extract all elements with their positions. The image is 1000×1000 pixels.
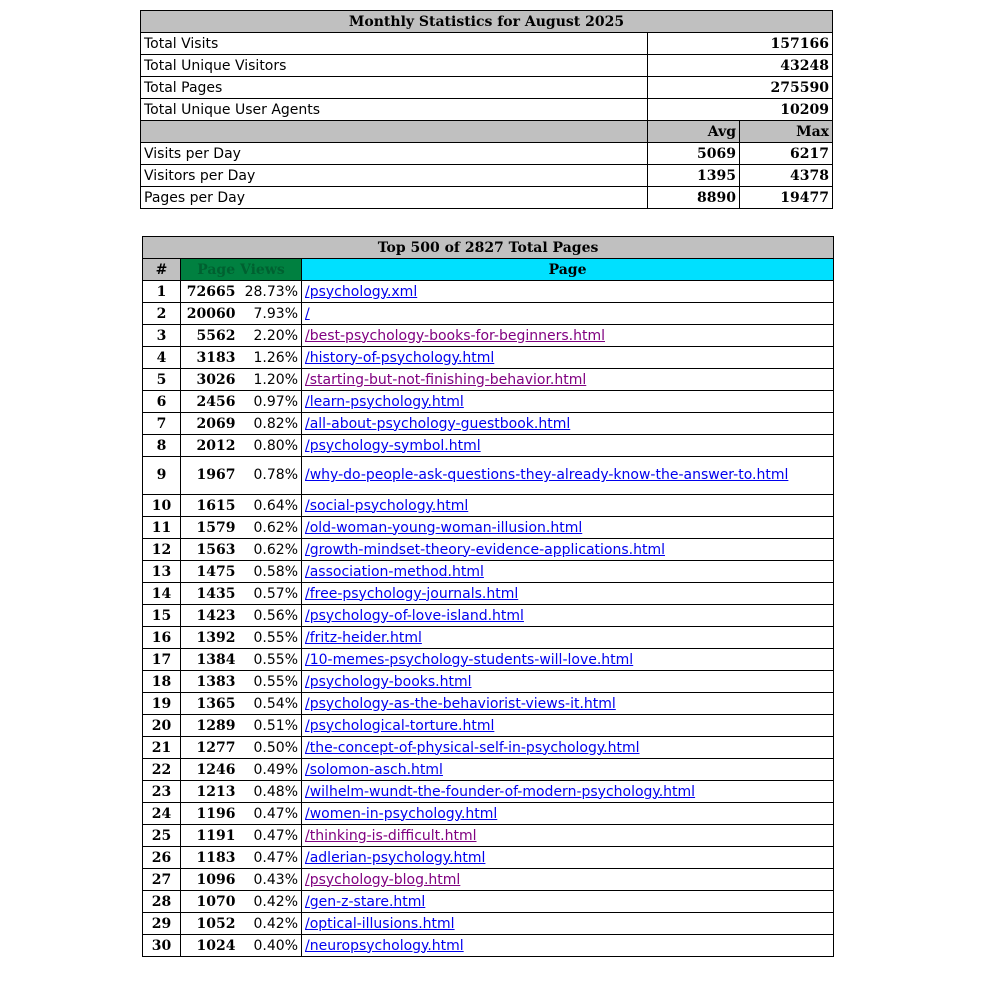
page-link[interactable]: /learn-psychology.html: [305, 393, 464, 410]
stat-label: Total Unique User Agents: [141, 99, 648, 121]
page-cell: [302, 825, 834, 847]
page-views-percent-cell: 7.93%: [239, 303, 302, 325]
page-link[interactable]: /psychology-books.html: [305, 673, 472, 690]
rank-cell: 25: [143, 825, 181, 847]
rank-cell: 1: [143, 281, 181, 303]
page-views-percent-cell: 0.55%: [239, 627, 302, 649]
page-views-percent-cell: 0.42%: [239, 891, 302, 913]
page-views-cell: 72665: [181, 281, 239, 303]
page-views-cell: 1563: [181, 539, 239, 561]
page-column-header: Page: [302, 259, 834, 281]
page-views-percent-cell: 0.40%: [239, 935, 302, 957]
page-cell: [302, 891, 834, 913]
page-link[interactable]: /association-method.html: [305, 563, 484, 580]
page-link[interactable]: /fritz-heider.html: [305, 629, 422, 646]
per-day-avg: 1395: [648, 165, 740, 187]
page-views-cell: 1024: [181, 935, 239, 957]
table-row: [143, 495, 834, 517]
page-views-percent-cell: 0.47%: [239, 803, 302, 825]
page-link[interactable]: /psychology-blog.html: [305, 871, 461, 888]
rank-cell: 18: [143, 671, 181, 693]
page-views-cell: 1475: [181, 561, 239, 583]
page-views-cell: 1579: [181, 517, 239, 539]
page-cell: [302, 369, 834, 391]
page-views-cell: 3026: [181, 369, 239, 391]
page-link[interactable]: /old-woman-young-woman-illusion.html: [305, 519, 583, 536]
total-unique-user-agents-row: [141, 99, 833, 121]
pages-per-day-row: [141, 187, 833, 209]
rank-cell: 17: [143, 649, 181, 671]
page-views-percent-cell: 0.43%: [239, 869, 302, 891]
page-views-cell: 1392: [181, 627, 239, 649]
page-views-cell: 1967: [181, 457, 239, 495]
rank-cell: 15: [143, 605, 181, 627]
rank-cell: 16: [143, 627, 181, 649]
per-day-max: 6217: [740, 143, 833, 165]
page-link[interactable]: /all-about-psychology-guestbook.html: [305, 415, 571, 432]
table-row: [143, 347, 834, 369]
page-views-cell: 1052: [181, 913, 239, 935]
page-link[interactable]: /psychology-as-the-behaviorist-views-it.html: [305, 695, 616, 712]
rank-cell: 26: [143, 847, 181, 869]
page-views-percent-cell: 0.47%: [239, 825, 302, 847]
table-row: [143, 605, 834, 627]
page-link[interactable]: /social-psychology.html: [305, 497, 469, 514]
per-day-max: 19477: [740, 187, 833, 209]
page-cell: [302, 627, 834, 649]
rank-cell: 20: [143, 715, 181, 737]
page-link[interactable]: /history-of-psychology.html: [305, 349, 495, 366]
page-views-percent-cell: 0.97%: [239, 391, 302, 413]
table-row: [143, 693, 834, 715]
table-row: [143, 325, 834, 347]
page-link[interactable]: /women-in-psychology.html: [305, 805, 498, 822]
page-views-percent-cell: 0.78%: [239, 457, 302, 495]
page-views-percent-cell: 0.62%: [239, 539, 302, 561]
stat-label: Total Pages: [141, 77, 648, 99]
table-row: [143, 413, 834, 435]
table-row: [143, 891, 834, 913]
rank-cell: 11: [143, 517, 181, 539]
table-row: [143, 391, 834, 413]
page-cell: [302, 935, 834, 957]
rank-cell: 23: [143, 781, 181, 803]
rank-cell: 12: [143, 539, 181, 561]
rank-cell: 10: [143, 495, 181, 517]
page-views-percent-cell: 0.54%: [239, 693, 302, 715]
page-link[interactable]: /psychology-symbol.html: [305, 437, 481, 454]
page-cell: [302, 913, 834, 935]
page-views-cell: 1246: [181, 759, 239, 781]
page-link[interactable]: /solomon-asch.html: [305, 761, 443, 778]
stat-value: 43248: [648, 55, 833, 77]
page-link[interactable]: /optical-illusions.html: [305, 915, 455, 932]
table-row: [143, 825, 834, 847]
total-unique-visitors-row: [141, 55, 833, 77]
rank-cell: 19: [143, 693, 181, 715]
page-views-percent-cell: 0.55%: [239, 671, 302, 693]
table-row: [143, 303, 834, 325]
page-views-percent-cell: 0.48%: [239, 781, 302, 803]
table-row: [143, 737, 834, 759]
rank-cell: 14: [143, 583, 181, 605]
page-link[interactable]: /why-do-people-ask-questions-they-already-know-the-answer-to.html: [305, 467, 789, 483]
page-link[interactable]: /thinking-is-difficult.html: [305, 827, 477, 844]
page-cell: [302, 413, 834, 435]
rank-cell: 21: [143, 737, 181, 759]
page-cell: [302, 605, 834, 627]
page-link[interactable]: /wilhelm-wundt-the-founder-of-modern-psychology.html: [305, 783, 696, 800]
monthly-statistics-table: [140, 10, 833, 209]
page-views-cell: 3183: [181, 347, 239, 369]
page-views-cell: 2069: [181, 413, 239, 435]
rank-cell: 24: [143, 803, 181, 825]
page-link[interactable]: /psychology.xml: [305, 283, 418, 300]
page-views-percent-cell: 28.73%: [239, 281, 302, 303]
rank-cell: 7: [143, 413, 181, 435]
page-cell: [302, 803, 834, 825]
page-views-percent-cell: 0.50%: [239, 737, 302, 759]
table-row: [143, 759, 834, 781]
page-cell: [302, 781, 834, 803]
top-pages-title: Top 500 of 2827 Total Pages: [143, 237, 834, 259]
page-views-percent-cell: 0.58%: [239, 561, 302, 583]
per-day-avg: 8890: [648, 187, 740, 209]
page-views-cell: 2012: [181, 435, 239, 457]
page-views-cell: 1070: [181, 891, 239, 913]
page-link[interactable]: /psychological-torture.html: [305, 717, 495, 734]
page-link[interactable]: /10-memes-psychology-students-will-love.html: [305, 651, 634, 668]
rank-cell: 3: [143, 325, 181, 347]
avg-max-header-spacer: [141, 121, 648, 143]
page-views-percent-cell: 0.47%: [239, 847, 302, 869]
page-views-cell: 1183: [181, 847, 239, 869]
total-visits-row: [141, 33, 833, 55]
rank-cell: 22: [143, 759, 181, 781]
per-day-label: Visitors per Day: [141, 165, 648, 187]
stat-value: 10209: [648, 99, 833, 121]
page-cell: [302, 281, 834, 303]
rank-column-header: #: [143, 259, 181, 281]
table-row: [143, 627, 834, 649]
page-views-percent-cell: 1.20%: [239, 369, 302, 391]
table-row: [143, 369, 834, 391]
page-views-cell: 20060: [181, 303, 239, 325]
page-views-cell: 5562: [181, 325, 239, 347]
page-views-percent-cell: 0.62%: [239, 517, 302, 539]
table-row: [143, 781, 834, 803]
page-views-cell: 1096: [181, 869, 239, 891]
page-link[interactable]: /adlerian-psychology.html: [305, 849, 486, 866]
page-cell: [302, 517, 834, 539]
page-link[interactable]: /: [305, 305, 310, 322]
rank-cell: 4: [143, 347, 181, 369]
table-row: [143, 561, 834, 583]
page-cell: [302, 847, 834, 869]
page-views-percent-cell: 2.20%: [239, 325, 302, 347]
visitors-per-day-row: [141, 165, 833, 187]
page-cell: [302, 649, 834, 671]
top-pages-body: [143, 281, 834, 957]
page-link[interactable]: /growth-mindset-theory-evidence-applications.html: [305, 541, 665, 558]
page-views-cell: 1615: [181, 495, 239, 517]
table-row: [143, 913, 834, 935]
max-column-header: Max: [740, 121, 833, 143]
page-cell: [302, 495, 834, 517]
rank-cell: 6: [143, 391, 181, 413]
page-cell: [302, 671, 834, 693]
page-cell: [302, 737, 834, 759]
page-cell: [302, 347, 834, 369]
page-views-percent-cell: 0.55%: [239, 649, 302, 671]
rank-cell: 2: [143, 303, 181, 325]
table-row: [143, 435, 834, 457]
page-views-cell: 1191: [181, 825, 239, 847]
table-row: [143, 539, 834, 561]
page-views-percent-cell: 0.80%: [239, 435, 302, 457]
rank-cell: 29: [143, 913, 181, 935]
page-cell: [302, 325, 834, 347]
rank-cell: 13: [143, 561, 181, 583]
page-views-cell: 1384: [181, 649, 239, 671]
table-row: [143, 715, 834, 737]
page-views-cell: 2456: [181, 391, 239, 413]
stat-value: 275590: [648, 77, 833, 99]
table-row: [143, 671, 834, 693]
rank-cell: 28: [143, 891, 181, 913]
rank-cell: 27: [143, 869, 181, 891]
page-views-percent-cell: 0.51%: [239, 715, 302, 737]
page-link[interactable]: /starting-but-not-finishing-behavior.html: [305, 371, 587, 388]
page-views-cell: 1435: [181, 583, 239, 605]
table-row: [143, 935, 834, 957]
page-views-cell: 1383: [181, 671, 239, 693]
per-day-max: 4378: [740, 165, 833, 187]
page-link[interactable]: /free-psychology-journals.html: [305, 585, 519, 602]
page-cell: [302, 583, 834, 605]
page-link[interactable]: /best-psychology-books-for-beginners.html: [305, 327, 605, 344]
stat-value: 157166: [648, 33, 833, 55]
avg-column-header: Avg: [648, 121, 740, 143]
page-views-cell: 1289: [181, 715, 239, 737]
page-cell: [302, 561, 834, 583]
page-views-percent-cell: 0.56%: [239, 605, 302, 627]
rank-cell: 9: [143, 457, 181, 495]
per-day-label: Visits per Day: [141, 143, 648, 165]
page-views-percent-cell: 0.49%: [239, 759, 302, 781]
page-views-cell: 1213: [181, 781, 239, 803]
table-row: [143, 457, 834, 495]
rank-cell: 5: [143, 369, 181, 391]
table-row: [143, 803, 834, 825]
page-cell: [302, 869, 834, 891]
page-cell: [302, 715, 834, 737]
page-cell: [302, 457, 834, 495]
table-row: [143, 281, 834, 303]
page-cell: [302, 693, 834, 715]
total-pages-row: [141, 77, 833, 99]
page-views-percent-cell: 1.26%: [239, 347, 302, 369]
page-views-cell: 1423: [181, 605, 239, 627]
table-row: [143, 847, 834, 869]
table-row: [143, 649, 834, 671]
table-row: [143, 583, 834, 605]
visits-per-day-row: [141, 143, 833, 165]
per-day-label: Pages per Day: [141, 187, 648, 209]
top-pages-table: [142, 236, 834, 957]
page-link[interactable]: /the-concept-of-physical-self-in-psychology.html: [305, 739, 640, 756]
page-cell: [302, 435, 834, 457]
rank-cell: 8: [143, 435, 181, 457]
table-row: [143, 517, 834, 539]
page-views-cell: 1196: [181, 803, 239, 825]
page-views-percent-cell: 0.42%: [239, 913, 302, 935]
page-views-percent-cell: 0.82%: [239, 413, 302, 435]
page-link[interactable]: /gen-z-stare.html: [305, 893, 426, 910]
page-views-column-header: Page Views: [181, 259, 302, 281]
page-link[interactable]: /neuropsychology.html: [305, 937, 464, 954]
stat-label: Total Visits: [141, 33, 648, 55]
per-day-avg: 5069: [648, 143, 740, 165]
avg-max-header-row: [141, 121, 833, 143]
stat-label: Total Unique Visitors: [141, 55, 648, 77]
page-cell: [302, 759, 834, 781]
page-cell: [302, 391, 834, 413]
page-cell: [302, 303, 834, 325]
page-views-percent-cell: 0.57%: [239, 583, 302, 605]
page-views-cell: 1277: [181, 737, 239, 759]
monthly-statistics-title: Monthly Statistics for August 2025: [141, 11, 833, 33]
page-views-cell: 1365: [181, 693, 239, 715]
page-cell: [302, 539, 834, 561]
table-row: [143, 869, 834, 891]
page-link[interactable]: /psychology-of-love-island.html: [305, 607, 524, 624]
page-views-percent-cell: 0.64%: [239, 495, 302, 517]
rank-cell: 30: [143, 935, 181, 957]
